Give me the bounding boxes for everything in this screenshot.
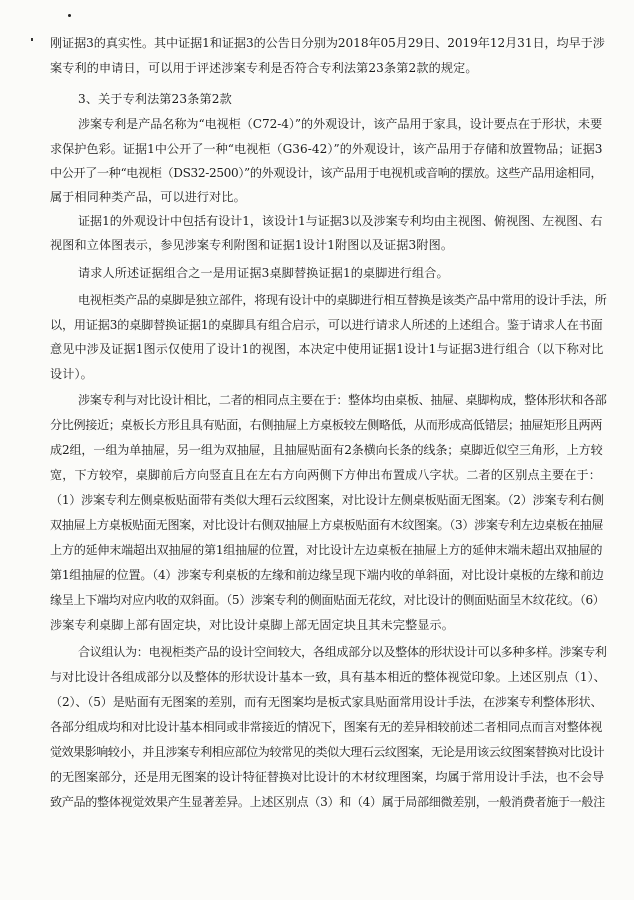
body-line: 涉案专利是产品名称为“电视柜（C72-4）”的外观设计，该产品用于家具，设计要点在于形状，未要 bbox=[78, 117, 603, 131]
body-line: 上方的延伸末端超出双抽屉的第1组抽屉的位置，对比设计左边桌板在抽屉上方的延伸末端未超出双抽屉的 bbox=[50, 543, 603, 557]
body-line: 求保护色彩。证据1中公开了一种“电视柜（G36-42）”的外观设计，该产品用于存储和放置物品；证据3 bbox=[50, 142, 603, 156]
scan-speck bbox=[31, 38, 33, 41]
body-line: 设计）。 bbox=[50, 367, 93, 381]
body-line: 案专利的申请日，可以用于评述涉案专利是否符合专利法第23条第2款的规定。 bbox=[50, 61, 478, 75]
body-line: 致产品的整体视觉效果产生显著差异。上述区别点（3）和（4）属于局部细微差别，一般消费者施于一般注 bbox=[50, 795, 605, 809]
body-line: 以，用证据3的桌脚替换证据1的桌脚具有组合启示，可以进行请求人所述的上述组合。鉴于请求人在书面 bbox=[50, 318, 603, 332]
scan-speck bbox=[68, 14, 71, 17]
body-line: 中公开了一种“电视柜（DS32-2500）”的外观设计，该产品用于电视机或音响的摆放。这些产品用途相同， bbox=[50, 166, 603, 180]
body-line: 分比例接近；桌板长方形且具有贴面，右侧抽屉上方桌板较左侧略低，从而形成高低错层；抽屉矩形且两两 bbox=[50, 418, 602, 432]
body-line: 与对比设计各组成部分以及整体的形状设计基本一致，具有基本相近的整体视觉印象。上述区别点（1）、 bbox=[50, 670, 606, 684]
body-line: 请求人所述证据组合之一是用证据3桌脚替换证据1的桌脚进行组合。 bbox=[78, 266, 449, 280]
body-line: 意见中涉及证据1图示仅使用了设计1的视图，本决定中使用证据1设计1与证据3进行组合（以下称对比 bbox=[50, 342, 604, 356]
body-line: 的无图案部分，还是用无图案的设计特征替换对比设计的木材纹理图案，均属于常用设计手法，也不会导 bbox=[50, 770, 605, 784]
section-heading: 3、关于专利法第23条第2款 bbox=[78, 92, 232, 106]
body-line: 宽，下方较窄，桌脚前后方向竖直且在左右方向两侧下方伸出布置成八字状。二者的区别点主要在于： bbox=[50, 468, 601, 482]
body-line: （2）、（5）是贴面有无图案的差别，而有无图案均是板式家具贴面常用设计手法，在涉案专利整体形状、 bbox=[50, 695, 603, 709]
body-line: 视图和立体图表示，参见涉案专利附图和证据1设计1附图以及证据3附图。 bbox=[50, 238, 454, 252]
body-line: 缘呈上下端均对应内收的双斜面。（5）涉案专利的侧面贴面无花纹，对比设计的侧面贴面呈木纹花纹。（6） bbox=[50, 593, 605, 607]
body-line: 第1组抽屉的位置。（4）涉案专利桌板的左缘和前边缘呈现下端内收的单斜面，对比设计桌板的左缘和前边 bbox=[50, 568, 604, 582]
body-line: 属于相同种类产品，可以进行对比。 bbox=[50, 190, 246, 204]
body-line: 电视柜类产品的桌脚是独立部件，将现有设计中的桌脚进行相互替换是该类产品中常用的设计手法，所 bbox=[78, 293, 607, 307]
body-line: 证据1的外观设计中包括有设计1，该设计1与证据3以及涉案专利均由主视图、俯视图、左视图、右 bbox=[78, 214, 603, 228]
body-line: 觉效果影响较小，并且涉案专利相应部位为较常见的类似大理石云纹图案，无论是用该云纹图案替换对比设计 bbox=[50, 745, 605, 759]
body-line: 各部分组成均和对比设计基本相同或非常接近的情况下，图案有无的差异相较前述二者相同点而言对整体视 bbox=[50, 720, 602, 734]
body-line: 涉案专利与对比设计相比，二者的相同点主要在于：整体均由桌板、抽屉、桌脚构成，整体形状和各部 bbox=[78, 393, 607, 407]
body-line: 合议组认为：电视柜类产品的设计空间较大，各组成部分以及整体的形状设计可以多种多样。涉案专利 bbox=[78, 645, 607, 659]
body-line: （1）涉案专利左侧桌板贴面带有类似大理石云纹图案，对比设计左侧桌板贴面无图案。（2）涉案专利右侧 bbox=[50, 493, 604, 507]
body-line: 成2组，一组为单抽屉，另一组为双抽屉，且抽屉贴面有2条横向长条的线条；桌脚近似空三角形，上方较 bbox=[50, 443, 603, 457]
body-line: 涉案专利桌脚上部有固定块，对比设计桌脚上部无固定块且其未完整显示。 bbox=[50, 618, 455, 632]
body-line: 刚证据3的真实性。其中证据1和证据3的公告日分别为2018年05月29日、2019年12月31日，均早于涉 bbox=[50, 36, 605, 50]
body-line: 双抽屉上方桌板贴面无图案，对比设计右侧双抽屉上方桌板贴面有木纹图案。（3）涉案专利左边桌板在抽屉 bbox=[50, 518, 604, 532]
